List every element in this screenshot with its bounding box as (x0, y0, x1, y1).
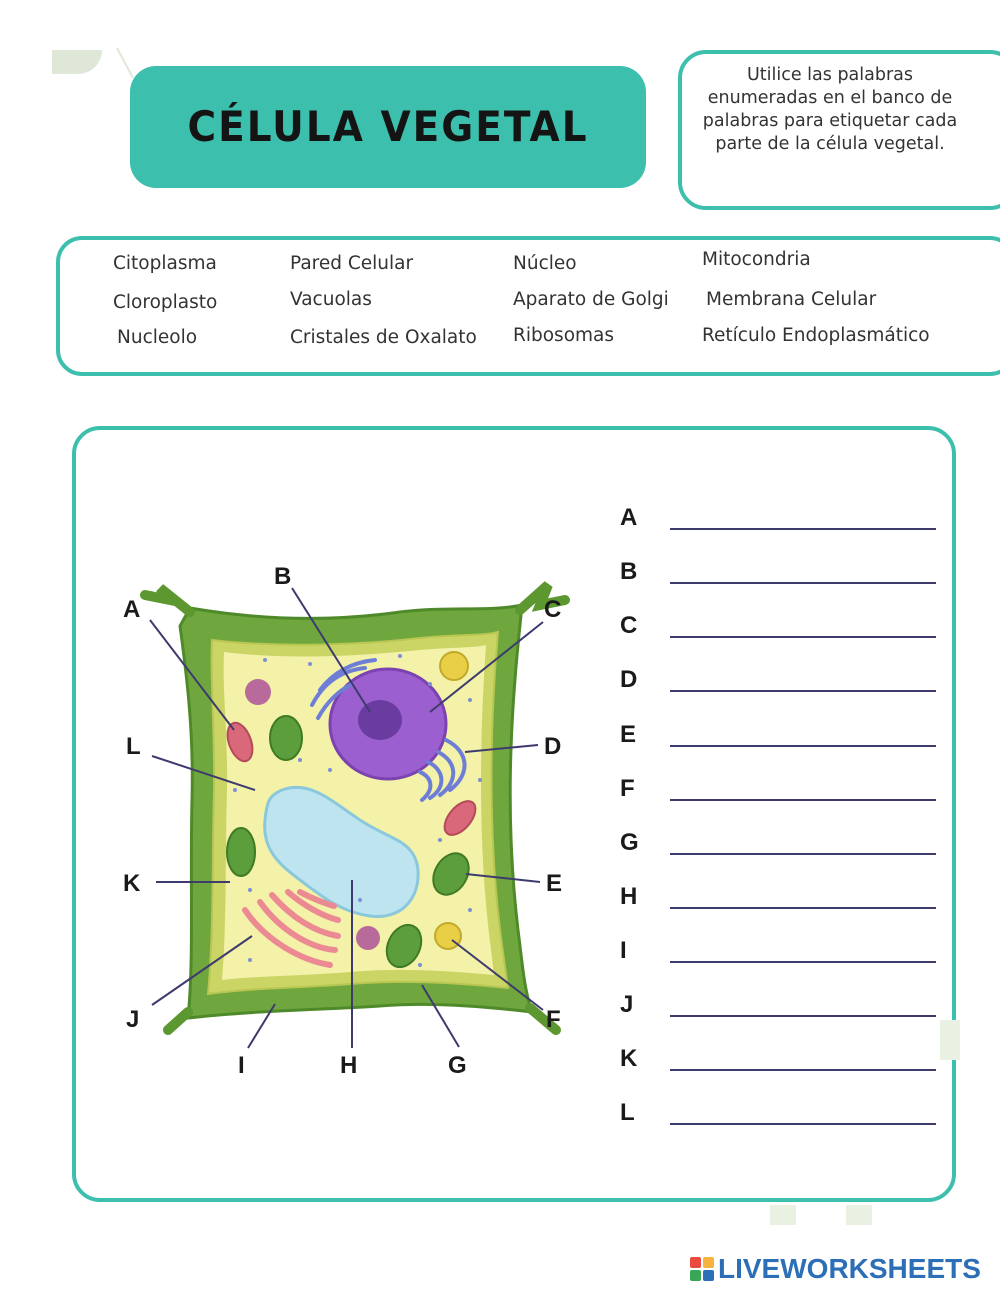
brand-name: LIVEWORKSHEETS (718, 1253, 981, 1284)
answer-letter-e: E (620, 721, 637, 748)
liveworksheets-logo[interactable] (690, 1252, 981, 1286)
answer-letter-c: C (620, 612, 638, 639)
diagram-label-e: E (546, 870, 563, 897)
answer-letter-l: L (620, 1099, 635, 1126)
diagram-label-j: J (126, 1006, 140, 1033)
diagram-label-h: H (340, 1052, 358, 1079)
word-bank-item: Membrana Celular (706, 289, 877, 310)
diagram-label-k: K (123, 870, 141, 897)
answer-letter-b: B (620, 558, 638, 585)
word-bank-item: Nucleolo (117, 327, 198, 348)
answer-letter-f: F (620, 775, 635, 802)
answer-letter-j: J (620, 991, 634, 1018)
diagram-label-c: C (544, 596, 562, 623)
diagram-label-d: D (544, 733, 562, 760)
answer-input-i[interactable] (670, 961, 936, 963)
word-bank-item: Cristales de Oxalato (290, 327, 477, 348)
word-bank-item: Núcleo (513, 253, 577, 274)
small-body-shape (245, 679, 271, 705)
oxalate-crystal-shape (440, 652, 468, 680)
answer-letter-h: H (620, 883, 638, 910)
answer-input-f[interactable] (670, 799, 936, 801)
diagram-label-g: G (448, 1052, 467, 1079)
word-bank-item: Aparato de Golgi (513, 289, 669, 310)
instructions-text: Utilice las palabras enumeradas en el banco de palabras para etiquetar cada parte de la célula vegetal. (702, 65, 958, 154)
answer-letter-k: K (620, 1045, 638, 1072)
chloroplast-shape (227, 828, 255, 876)
answer-input-g[interactable] (670, 853, 936, 855)
word-bank-item: Mitocondria (702, 249, 811, 270)
word-bank-item: Pared Celular (290, 253, 414, 274)
word-bank-item: Retículo Endoplasmático (702, 325, 930, 346)
page-title: CÉLULA VEGETAL (187, 102, 589, 152)
word-bank-item: Ribosomas (513, 325, 615, 346)
answer-letter-a: A (620, 504, 638, 531)
diagram-label-f: F (546, 1006, 561, 1033)
answer-input-b[interactable] (670, 582, 936, 584)
answer-input-d[interactable] (670, 690, 936, 692)
answer-input-h[interactable] (670, 907, 936, 909)
answer-letter-g: G (620, 829, 639, 856)
diagram-label-l: L (126, 733, 141, 760)
word-bank-item: Vacuolas (290, 289, 372, 310)
answer-input-a[interactable] (670, 528, 936, 530)
word-bank-item: Citoplasma (113, 253, 217, 274)
answer-input-c[interactable] (670, 636, 936, 638)
chloroplast-shape (270, 716, 302, 760)
diagram-label-a: A (123, 596, 141, 623)
liveworksheets-icon (690, 1257, 714, 1281)
answer-letter-d: D (620, 666, 638, 693)
answer-input-k[interactable] (670, 1069, 936, 1071)
small-body-shape (356, 926, 380, 950)
answer-letter-i: I (620, 937, 627, 964)
answer-input-l[interactable] (670, 1123, 936, 1125)
diagram-label-i: I (238, 1052, 245, 1079)
answer-input-j[interactable] (670, 1015, 936, 1017)
diagram-label-b: B (274, 563, 292, 590)
nucleolus-shape (358, 700, 402, 740)
word-bank-item: Cloroplasto (113, 292, 218, 313)
answer-input-e[interactable] (670, 745, 936, 747)
